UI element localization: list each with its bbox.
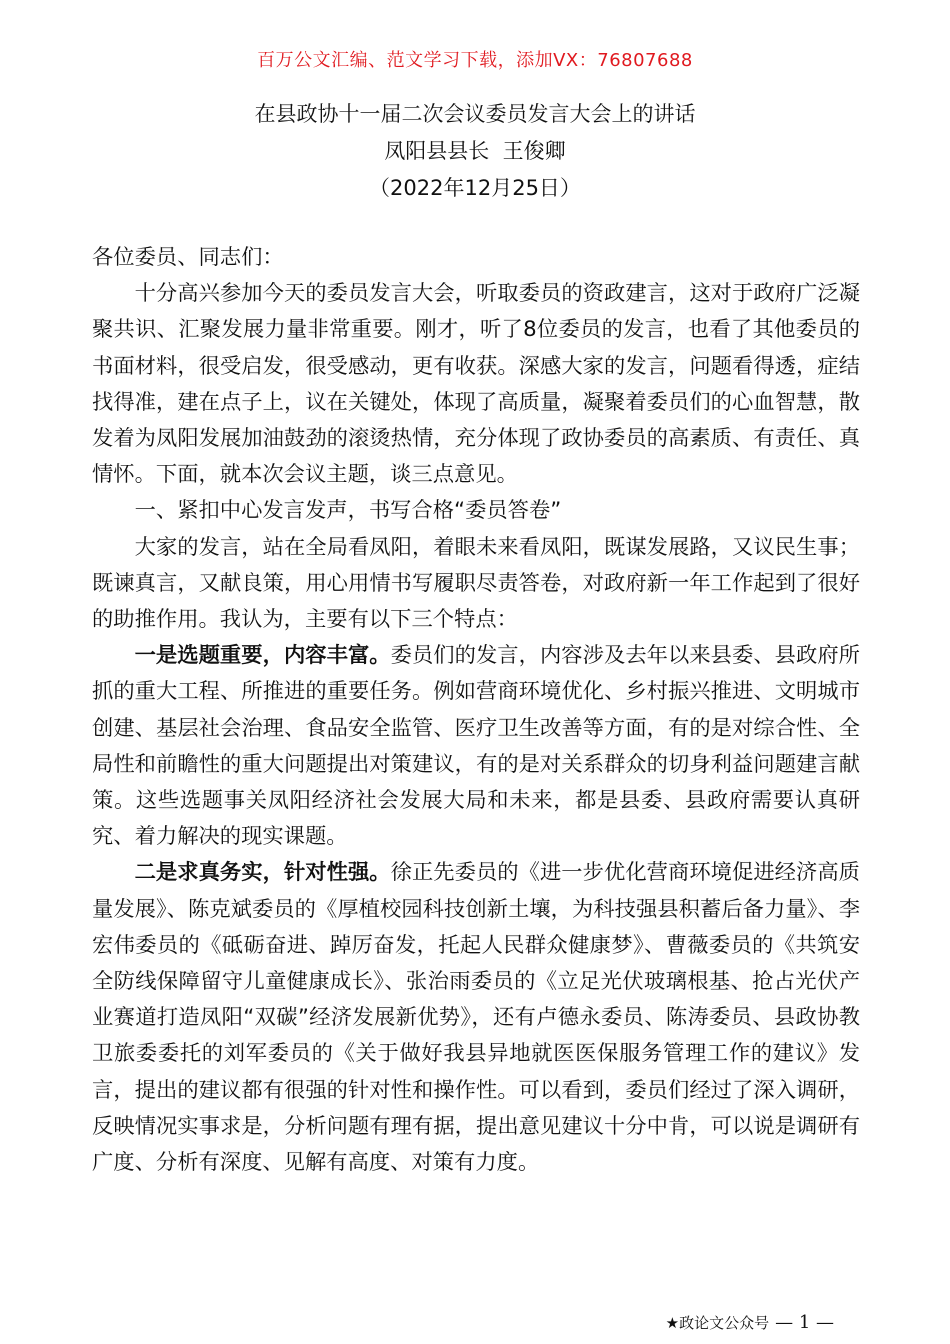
document-title: 在县政协十一届二次会议委员发言大会上的讲话	[254, 102, 696, 126]
point-1-text: 委员们的发言，内容涉及去年以来县委、县政府所抓的重大工程、所推进的重要任务。例如营商环境优化、乡村振兴推进、文明城市创建、基层社会治理、食品安全监管、医疗卫生改善等方面，有的是对综合性、全局性和前瞻性的重大问题提出对策建议，有的是对关系群众的切身利益问题建言献策。这些选题事关凤阳经济社会发展大局和未来，都是县委、县政府需要认真研究、着力解决的现实课题。	[92, 643, 860, 850]
paragraph-overview: 大家的发言，站在全局看凤阳，着眼未来看凤阳，既谋发展路，又议民生事；既谏真言，又献良策，用心用情书写履职尽责答卷，对政府新一年工作起到了很好的助推作用。我认为，主要有以下三个特点：	[92, 534, 860, 633]
footer-source: ★政论文公众号	[665, 1314, 770, 1332]
document-date: （2022年12月25日）	[369, 176, 581, 200]
point-1-lead: 一是选题重要，内容丰富。	[134, 643, 391, 669]
watermark-text: 百万公文汇编、范文学习下载，添加VX：76807688	[257, 50, 693, 71]
page-number: — 1 —	[775, 1312, 834, 1333]
salutation: 各位委员、同志们：	[92, 245, 284, 270]
point-2-text: 徐正先委员的《进一步优化营商环境促进经济高质量发展》、陈克斌委员的《厚植校园科技创新土壤，为科技强县积蓄后备力量》、李宏伟委员的《砥砺奋进、踔厉奋发，托起人民群众健康梦》、曹薇委员的《共筑安全防线保障留守儿童健康成长》、张治雨委员的《立足光伏玻璃根基、抢占光伏产业赛道打造凤阳“双碳”经济发展新优势》，还有卢德永委员、陈涛委员、县政协教卫旅委委托的刘军委员的《关于做好我县异地就医医保服务管理工作的建议》发言，提出的建议都有很强的针对性和操作性。可以看到，委员们经过了深入调研，反映情况实事求是，分析问题有理有据，提出意见建议十分中肯，可以说是调研有广度、分析有深度、见解有高度、对策有力度。	[92, 860, 860, 1176]
paragraph-point-2	[92, 855, 860, 1181]
page-footer	[666, 1312, 834, 1333]
document-body	[92, 240, 860, 1181]
document-header	[0, 96, 950, 207]
paragraph-point-1	[92, 638, 860, 855]
paragraph-intro: 十分高兴参加今天的委员发言大会，听取委员的资政建言，这对于政府广泛凝聚共识、汇聚发展力量非常重要。刚才，听了8位委员的发言，也看了其他委员的书面材料，很受启发，很受感动，更有收获。深感大家的发言，问题看得透，症结找得准，建在点子上，议在关键处，体现了高质量，凝聚着委员们的心血智慧，散发着为凤阳发展加油鼓劲的滚烫热情，充分体现了政协委员的高素质、有责任、真情怀。下面，就本次会议主题，谈三点意见。	[92, 281, 860, 488]
section-heading-1: 一、紧扣中心发言发声，书写合格“委员答卷”	[134, 498, 562, 524]
document-author: 凤阳县县长 王俊卿	[384, 139, 566, 163]
point-2-lead: 二是求真务实，针对性强。	[134, 860, 391, 886]
